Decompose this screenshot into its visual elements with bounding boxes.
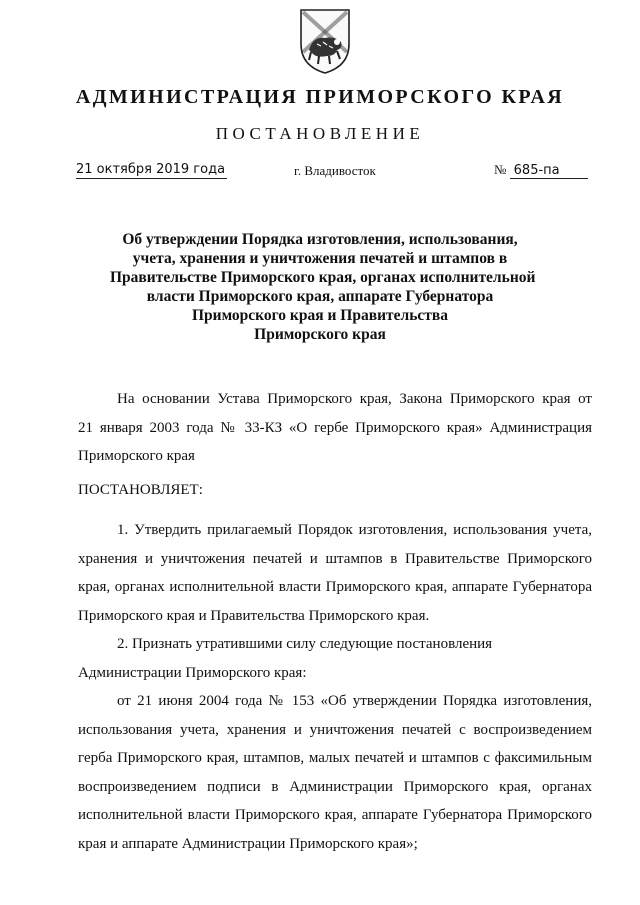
text-line: исполнительной власти Приморского края, аппарате Губернатора Приморского [78,807,592,823]
text-line: Приморского края и Правительства Приморского края. [78,607,430,624]
body-paragraphs [78,516,592,858]
text-line: герба Приморского края, штампов, малых печатей и штампов с факсимильным [78,750,592,766]
title-line: Приморского края [254,326,386,343]
title-line: власти Приморского края, аппарате Губернатора [146,288,494,305]
title-line: учета, хранения и уничтожения печатей и штампов в [132,250,508,267]
organization-name: АДМИНИСТРАЦИЯ ПРИМОРСКОГО КРАЯ [75,86,565,108]
text-line: 1. Утвердить прилагаемый Порядок изготовления, использования учета, [117,522,592,538]
title-line: Об утверждении Порядка изготовления, использования, [122,231,518,248]
text-line: 2. Признать утратившими силу следующие постановления [117,636,493,652]
document-city: г. Владивосток [294,163,376,178]
number-value: 685-па [510,163,588,179]
title-line: Правительстве Приморского края, органах исполнительной [110,269,536,286]
text-line: края и аппарате Администрации Приморского края»; [78,835,418,852]
document-type: ПОСТАНОВЛЕНИЕ [215,124,425,143]
document-date: 21 октября 2019 года [76,162,226,177]
preamble-paragraph [78,385,592,471]
text-line: Администрации Приморского края: [78,664,307,681]
decree-word: ПОСТАНОВЛЯЕТ: [78,482,203,498]
text-line: края, органах исполнительной власти Приморского края, аппарате Губернатора [78,579,592,595]
text-line: Приморского края [78,448,195,464]
text-line: воспроизведением подписи в Администрации Приморского края, органах [78,778,592,795]
text-line: 21 января 2003 года № 33-КЗ «О гербе Приморского края» Администрация [78,419,592,436]
text-line: На основании Устава Приморского края, Закона Приморского края от [117,391,592,407]
title-line: Приморского края и Правительства [191,307,449,324]
coat-of-arms-icon [297,6,353,76]
text-line: от 21 июня 2004 года № 153 «Об утверждении Порядка изготовления, [117,693,592,709]
text-line: хранения и уничтожения печатей и штампов в Правительстве Приморского [78,550,592,567]
text-line: использования учета, хранения и уничтожения печатей с воспроизведением [78,721,592,738]
number-label: № [494,162,507,177]
document-number [494,162,588,179]
document-title [110,230,536,344]
